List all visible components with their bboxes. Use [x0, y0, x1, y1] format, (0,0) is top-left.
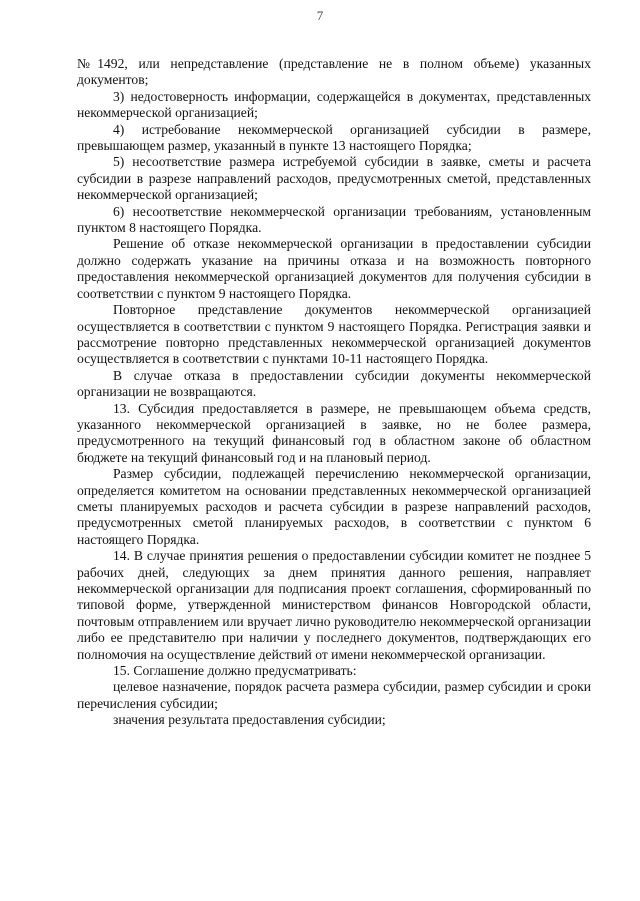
- paragraph-continuation: №1492, или непредставление (представление не в полном объеме) указанных документов;: [77, 56, 591, 88]
- document-body: [77, 56, 591, 729]
- paragraph-15-item-result: значения результата предоставления субсидии;: [113, 712, 386, 728]
- paragraph-item-3: 3) недостоверность информации, содержащейся в документах, представленных некоммерческой организацией;: [77, 88, 591, 121]
- paragraph-refusal-decision: Решение об отказе некоммерческой организации в предоставлении субсидии должно содержать указание на причины отказа и на возможность повторного предоставления некоммерческой организацией документов для получения субсидии в соответствии с пунктом 9 настоящего Порядка.: [77, 236, 591, 301]
- paragraph-13: 13. Субсидия предоставляется в размере, не превышающем объема средств, указанного некоммерческой организацией в заявке, но не более размера, предусмотренного на текущий финансовый год в областном законе об областном бюджете на текущий финансовый год и на плановый период.: [77, 400, 591, 465]
- paragraph-14: 14. В случае принятия решения о предоставлении субсидии комитет не позднее 5 рабочих дней, следующих за днем принятия данного решения, направляет некоммерческой организации для подписания проект соглашения, сформированный по типовой форме, утвержденной министерством финансов Новгородской области, почтовым отправлением или вручает лично руководителю некоммерческой организации либо ее представителю при наличии у последнего документов, подтверждающих его полномочия на осуществление действий от имени некоммерческой организации.: [77, 548, 591, 662]
- paragraph-resubmission: Повторное представление документов некоммерческой организацией осуществляется в соответствии с пунктом 9 настоящего Порядка. Регистрация заявки и рассмотрение повторно представленных некоммерческой организацией документов осуществляется в соответствии с пунктами 10-11 настоящего Порядка.: [77, 302, 591, 367]
- paragraph-documents-not-returned: В случае отказа в предоставлении субсидии документы некоммерческой организации не возвращаются.: [77, 367, 591, 400]
- paragraph-item-6: 6) несоответствие некоммерческой организации требованиям, установленным пунктом 8 настоящего Порядка.: [77, 203, 591, 236]
- paragraph-15-item-purpose: целевое назначение, порядок расчета размера субсидии, размер субсидии и сроки перечисления субсидии;: [77, 679, 591, 711]
- paragraph-15: 15. Соглашение должно предусматривать:: [113, 663, 357, 679]
- paragraph-item-4: 4) истребование некоммерческой организацией субсидии в размере, превышающем размер, указанный в пункте 13 настоящего Порядка;: [77, 121, 591, 154]
- paragraph-subsidy-amount: Размер субсидии, подлежащей перечислению некоммерческой организации, определяется комитетом на основании представленных некоммерческой организацией сметы планируемых расходов и расчета субсидии в разрезе направлений расходов, предусмотренных сметой планируемых расходов, в соответствии с пунктом 6 настоящего Порядка.: [77, 466, 591, 547]
- paragraph-item-5: 5) несоответствие размера истребуемой субсидии в заявке, сметы и расчета субсидии в разрезе направлений расходов, предусмотренных сметой, представленных некоммерческой организацией;: [77, 154, 591, 203]
- page-number: 7: [316, 8, 324, 23]
